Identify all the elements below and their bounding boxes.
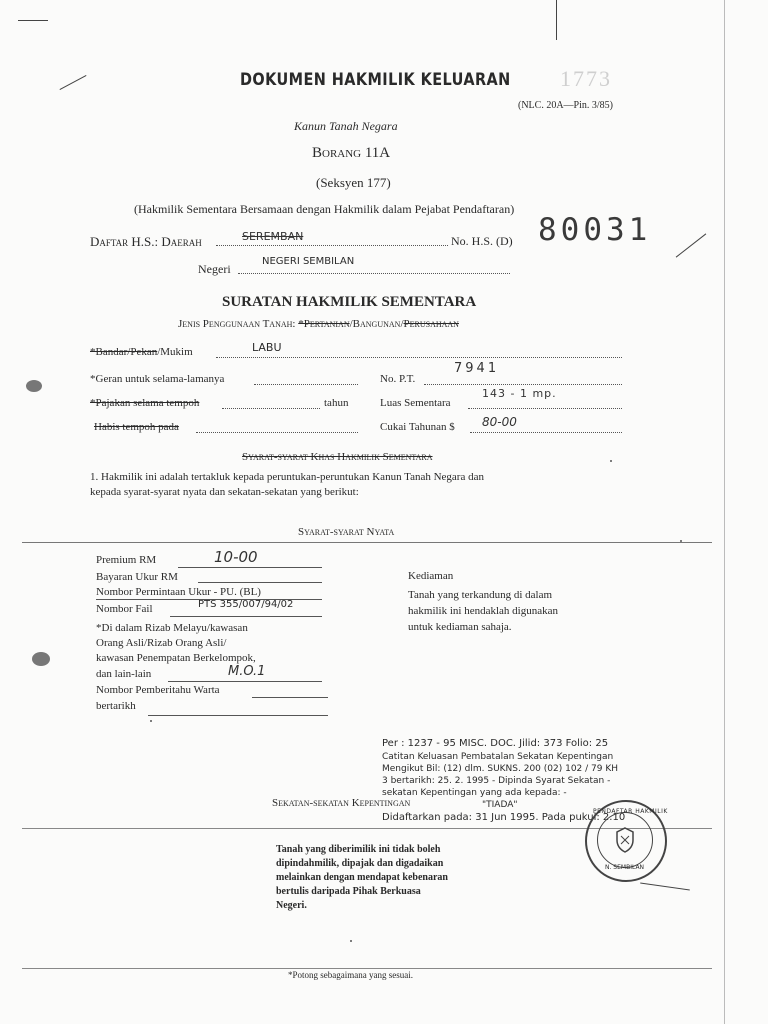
geran-label: *Geran untuk selama-lamanya [90, 373, 225, 385]
endorsement-line3: Mengikut Bil: (12) dlm. SUKNS. 200 (02) 102 / 79 KH [382, 764, 619, 774]
habis-field [196, 431, 358, 433]
fail-label: Nombor Fail [96, 603, 153, 615]
main-title: SURATAN HAKMILIK SEMENTARA [222, 294, 477, 310]
mukim-value: LABU [252, 341, 282, 354]
kediaman-line3: untuk kediaman sahaja. [408, 621, 512, 633]
endorsement-line4: 3 bertarikh: 25. 2. 1995 - Dipinda Syarat Sekatan - [382, 776, 611, 786]
scan-mark-right-vertical-2 [724, 0, 725, 1024]
land-use-label: Jenis Penggunaan Tanah: [178, 318, 296, 330]
express-conditions-heading: Syarat-syarat Nyata [298, 526, 395, 538]
land-use-line [178, 318, 459, 330]
restrictions-heading: Sekatan-sekatan Kepentingan [272, 797, 411, 809]
restrictions-line1: Tanah yang diberimilik ini tidak boleh [276, 844, 441, 855]
no-hs-slash [676, 233, 707, 257]
no-pt-label: No. P.T. [380, 373, 416, 385]
speck [150, 720, 152, 722]
act-name: Kanun Tanah Negara [294, 119, 398, 133]
no-pt-field [424, 383, 622, 385]
tahun-label: tahun [324, 397, 349, 409]
special-conditions-line2: kepada syarat-syarat nyata dan sekatan-sekatan yang berikut: [90, 486, 359, 498]
endorsement-line1: Per : 1237 - 95 MISC. DOC. Jilid: 373 Folio: 25 [382, 738, 609, 749]
no-hs-label: No. H.S. (D) [451, 234, 513, 248]
kediaman-line2: hakmilik ini hendaklah digunakan [408, 605, 558, 617]
rizab-field [168, 680, 322, 682]
restrictions-line3: melainkan dengan mendapat kebenaran [276, 872, 448, 883]
endorsement-line2: Catitan Keluasan Pembatalan Sekatan Kepentingan [382, 752, 614, 762]
scan-mark-top-left [18, 20, 48, 21]
daerah-field [216, 244, 448, 246]
kediaman-label: Kediaman [408, 570, 454, 582]
bayaran-label: Bayaran Ukur RM [96, 571, 178, 583]
form-number: Borang 11A [312, 145, 391, 161]
negeri-label: Negeri [198, 262, 231, 276]
endorsement-line5: sekatan Kepentingan yang ada kepada: - [382, 788, 567, 798]
ghost-stamp: 1773 [560, 66, 612, 91]
footnote: *Potong sebagaimana yang sesuai. [288, 970, 413, 980]
punch-mark-upper [26, 380, 42, 392]
crest-icon [613, 826, 637, 854]
land-use-struck-a: *Pertanian [298, 318, 350, 330]
fail-value: PTS 355/007/94/02 [198, 599, 294, 610]
seal-signature-stroke [640, 883, 690, 891]
pajakan-field [222, 407, 320, 409]
luas-value: 143 - 1 mp. [482, 387, 557, 400]
daerah-value: SEREMBAN [242, 230, 304, 243]
special-conditions-line1: 1. Hakmilik ini adalah tertakluk kepada peruntukan-peruntukan Kanun Tanah Negara dan [90, 471, 484, 483]
endorsement-line7: Didaftarkan pada: 31 Jun 1995. Pada pukul: 2.10 [382, 812, 626, 823]
land-use-struck-b: Perusahaan [403, 318, 459, 330]
endorsement-line6: "TIADA" [482, 800, 518, 810]
geran-field [254, 383, 358, 385]
punch-mark-lower [32, 652, 50, 666]
premium-value: 10-00 [214, 548, 258, 566]
luas-label: Luas Sementara [380, 397, 451, 409]
rizab-line3: kawasan Penempatan Berkelompok, [96, 652, 256, 664]
restrictions-line2: dipindahmilik, dipajak dan digadaikan [276, 858, 444, 869]
mukim-label: /Mukim [157, 346, 193, 358]
special-conditions-heading: Syarat-syarat Khas Hakmilik Sementara [242, 451, 433, 463]
restrictions-line5: Negeri. [276, 900, 307, 911]
document-title: DOKUMEN HAKMILIK KELUARAN [240, 70, 511, 90]
mukim-line [90, 346, 193, 358]
rizab-line2: Orang Asli/Rizab Orang Asli/ [96, 637, 227, 649]
footer-rule [22, 968, 712, 969]
rizab-value: M.O.1 [228, 664, 266, 679]
express-conditions-rule [22, 542, 712, 543]
cukai-field [470, 431, 622, 433]
scan-mark-slash [60, 75, 87, 90]
speck [610, 460, 612, 462]
premium-field [178, 566, 322, 568]
kediaman-line1: Tanah yang terkandung di dalam [408, 589, 553, 601]
land-use-middle: /Bangunan/ [349, 318, 404, 330]
scan-mark-right-vertical [556, 0, 557, 40]
speck [350, 940, 352, 942]
rizab-line4: dan lain-lain [96, 668, 152, 680]
form-reference: (NLC. 20A—Pin. 3/85) [518, 100, 613, 111]
restrictions-line4: bertulis daripada Pihak Berkuasa [276, 886, 421, 897]
permintaan-label: Nombor Permintaan Ukur - PU. (BL) [96, 586, 261, 598]
seal-bottom-text: N. SEMBILAN [605, 864, 645, 871]
fail-field [170, 615, 322, 617]
speck [680, 540, 682, 542]
mukim-struck: *Bandar/Pekan [90, 346, 158, 358]
daftar-label: Daftar H.S.: Daerah [90, 234, 202, 249]
section-number: (Seksyen 177) [316, 175, 391, 190]
habis-label: Habis tempoh pada [94, 421, 179, 433]
warta-line2: bertarikh [96, 700, 136, 712]
warta-field-1 [252, 696, 328, 698]
pajakan-label: *Pajakan selama tempoh [90, 397, 200, 409]
negeri-field [238, 272, 510, 274]
luas-field [468, 407, 622, 409]
rizab-line1: *Di dalam Rizab Melayu/kawasan [96, 622, 248, 634]
registrar-seal [585, 800, 667, 882]
cukai-label: Cukai Tahunan $ [380, 421, 455, 433]
bayaran-field [198, 581, 322, 583]
no-hs-value: 80031 [538, 212, 652, 248]
warta-line1: Nombor Pemberitahu Warta [96, 684, 220, 696]
seal-top-text: PENDAFTAR HAKMILIK [593, 808, 668, 815]
negeri-value: NEGERI SEMBILAN [262, 256, 355, 267]
cukai-value: 80-00 [482, 415, 517, 429]
warta-field-2 [148, 714, 328, 716]
mukim-field [216, 356, 622, 358]
premium-label: Premium RM [96, 554, 157, 566]
document-subtitle: (Hakmilik Sementara Bersamaan dengan Hakmilik dalam Pejabat Pendaftaran) [134, 202, 515, 216]
no-pt-value: 7941 [454, 361, 500, 376]
